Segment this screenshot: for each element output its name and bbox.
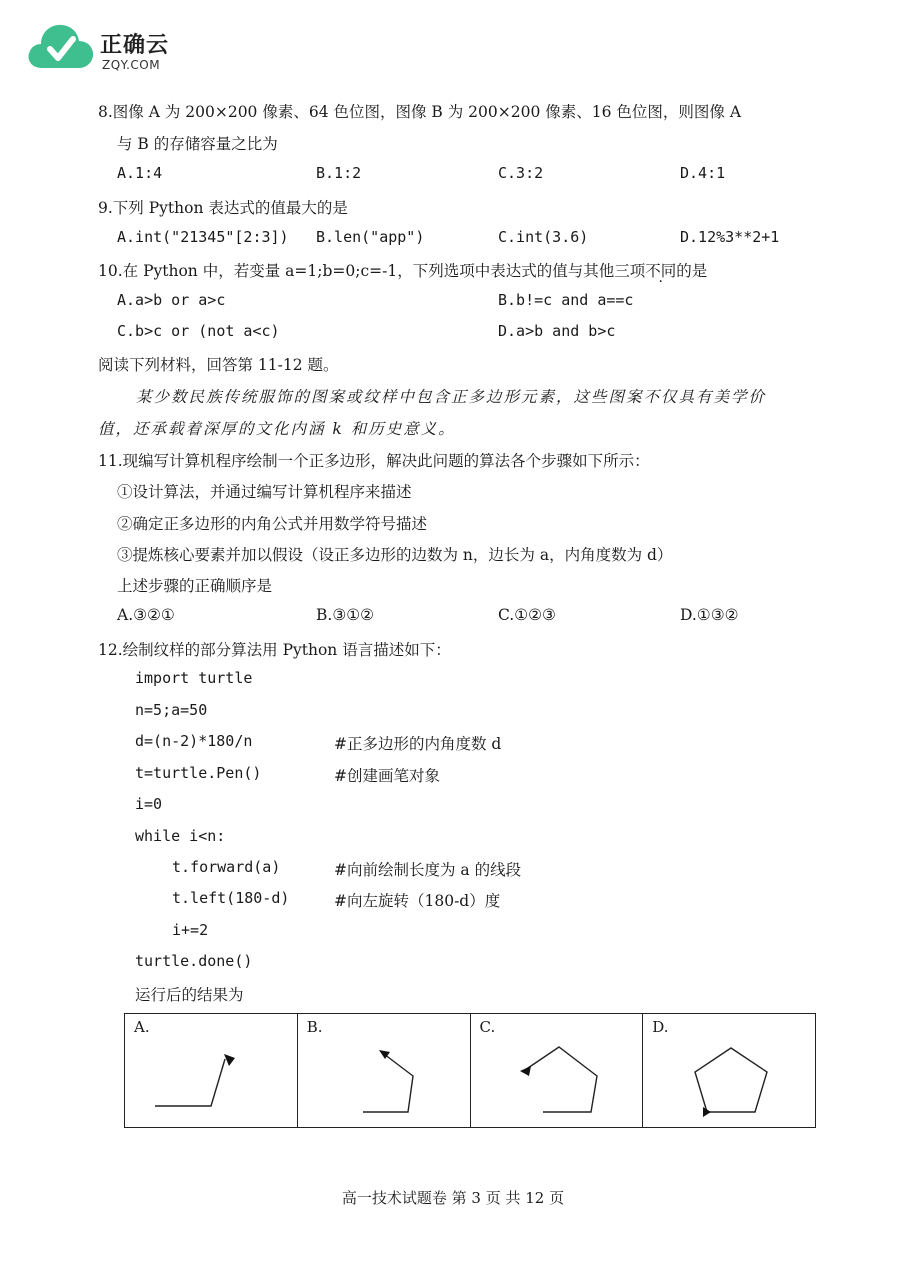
turtle-arrow-icon — [703, 1107, 711, 1117]
q8-stem-line1: 8.图像 A 为 200×200 像素、64 色位图，图像 B 为 200×200 像素、16 色位图，则图像 A — [98, 103, 742, 121]
q10-stem-part1: 10.在 Python 中，若变量 a=1;b=0;c=-1，下列选项中表达式的值与其他三项 — [98, 262, 646, 280]
q12-option-c-label: C. — [479, 1018, 496, 1036]
q9-option-b: B.len("app") — [316, 228, 425, 246]
q10-option-d: D.a>b and b>c — [498, 322, 616, 340]
q12-option-c-drawing — [471, 1014, 641, 1126]
code-comment-8: #向左旋转（180-d）度 — [334, 892, 501, 910]
q11-option-d: D.①③② — [680, 606, 739, 624]
q12-option-b-drawing — [298, 1014, 468, 1126]
q8-option-d: D.4:1 — [680, 164, 726, 182]
q10-option-b: B.b!=c and a==c — [498, 291, 634, 309]
q10-stem-emphasis: 不同 — [645, 262, 677, 280]
q9-option-c: C.int(3.6) — [498, 228, 589, 246]
code-line-4: t=turtle.Pen() — [135, 764, 262, 782]
code-line-9: i+=2 — [172, 921, 209, 939]
page-footer: 高一技术试题卷 第 3 页 共 12 页 — [341, 1189, 565, 1207]
q8-option-b: B.1:2 — [316, 164, 362, 182]
cloud-check-icon — [26, 20, 96, 72]
reading-intro: 阅读下列材料，回答第 11-12 题。 — [98, 356, 339, 374]
code-line-2: n=5;a=50 — [135, 701, 208, 719]
code-line-6: while i<n: — [135, 827, 226, 845]
q12-option-a-drawing — [125, 1014, 295, 1126]
code-line-8: t.left(180-d) — [172, 889, 290, 907]
q11-option-b: B.③①② — [316, 606, 375, 624]
q9-option-a: A.int("21345"[2:3]) — [117, 228, 289, 246]
logo-domain: ZQY.COM — [102, 58, 161, 72]
q11-option-a: A.③②① — [117, 606, 175, 624]
q12-option-d-label: D. — [652, 1018, 669, 1036]
q12-stem: 12.绘制纹样的部分算法用 Python 语言描述如下： — [98, 641, 451, 659]
q11-step-3: ③提炼核心要素并加以假设（设正多边形的边数为 n，边长为 a，内角度数为 d） — [117, 546, 673, 564]
q12-option-a-cell — [125, 1014, 298, 1127]
q10-option-c: C.b>c or (not a<c) — [117, 322, 280, 340]
code-line-7: t.forward(a) — [172, 858, 281, 876]
q12-option-c-cell — [471, 1014, 644, 1127]
code-line-10: turtle.done() — [135, 952, 253, 970]
logo-brand: 正确云 — [100, 33, 170, 58]
code-line-5: i=0 — [135, 795, 163, 813]
q10-stem-part3: 的是 — [676, 262, 708, 280]
reading-paragraph-line2: 值，还承载着深厚的文化内涵 k 和历史意义。 — [98, 420, 456, 438]
reading-paragraph-line1: 某少数民族传统服饰的图案或纹样中包含正多边形元素，这些图案不仅具有美学价 — [136, 388, 767, 406]
q11-step-2: ②确定正多边形的内角公式并用数学符号描述 — [117, 515, 428, 533]
code-comment-4: #创建画笔对象 — [334, 767, 440, 785]
turtle-arrow-icon — [224, 1054, 235, 1066]
q10-option-a: A.a>b or a>c — [117, 291, 226, 309]
code-line-3: d=(n-2)*180/n — [135, 732, 253, 750]
q8-option-a: A.1:4 — [117, 164, 163, 182]
code-comment-3: #正多边形的内角度数 d — [334, 735, 502, 753]
q11-question: 上述步骤的正确顺序是 — [117, 577, 273, 595]
q11-option-c: C.①②③ — [498, 606, 556, 624]
q9-stem: 9.下列 Python 表达式的值最大的是 — [98, 199, 348, 217]
q12-option-d-drawing — [643, 1014, 813, 1126]
q12-option-b-cell — [298, 1014, 471, 1127]
code-comment-7: #向前绘制长度为 a 的线段 — [334, 861, 522, 879]
q12-option-a-label: A. — [134, 1018, 150, 1036]
turtle-arrow-icon — [520, 1066, 531, 1076]
q9-option-d: D.12%3**2+1 — [680, 228, 780, 246]
q11-stem: 11.现编写计算机程序绘制一个正多边形，解决此问题的算法各个步骤如下所示： — [98, 452, 650, 470]
q11-step-1: ①设计算法，并通过编写计算机程序来描述 — [117, 483, 412, 501]
q12-option-d-cell — [643, 1014, 815, 1127]
q8-option-c: C.3:2 — [498, 164, 544, 182]
q12-result-prompt: 运行后的结果为 — [135, 986, 244, 1004]
q10-stem — [98, 259, 707, 281]
q12-options-table — [124, 1013, 816, 1128]
code-line-1: import turtle — [135, 669, 253, 687]
zqy-logo — [26, 20, 186, 80]
q12-option-b-label: B. — [306, 1018, 323, 1036]
q8-stem-line2: 与 B 的存储容量之比为 — [117, 135, 278, 153]
